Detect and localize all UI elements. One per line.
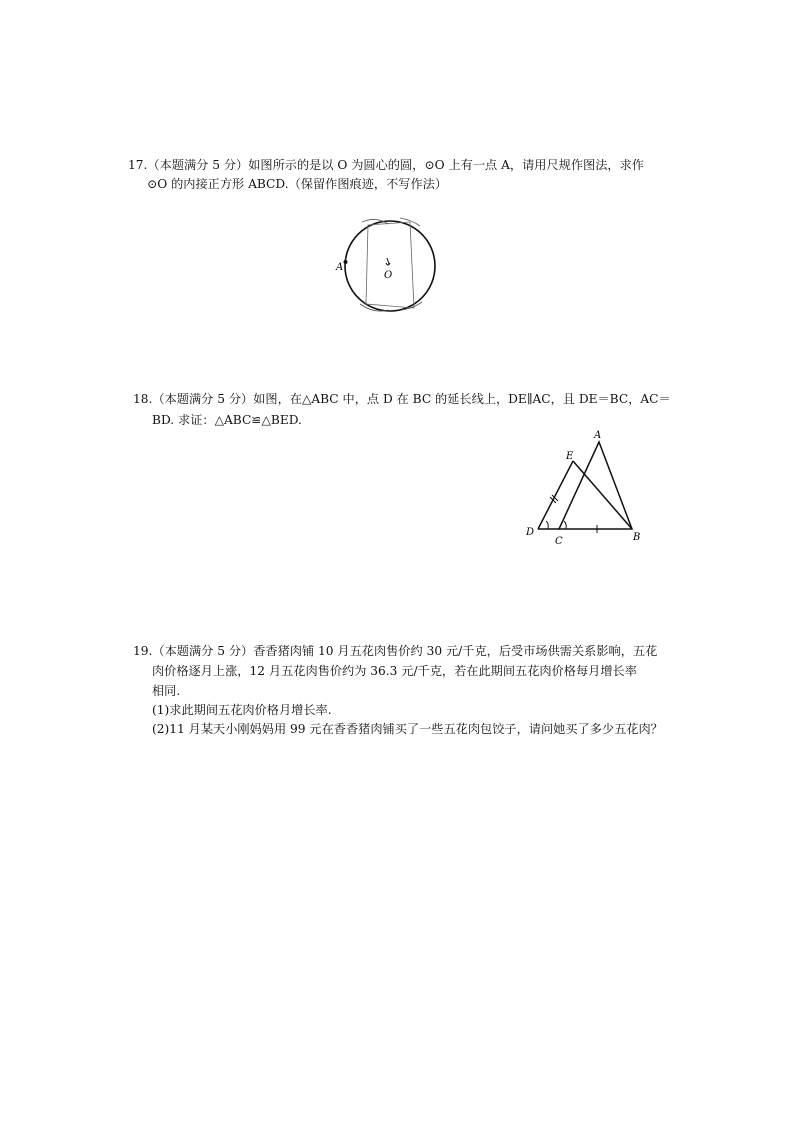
problem-18-line-2: BD. 求证：△ABC≌△BED. <box>152 413 302 427</box>
problem-17-line-1: 17.（本题满分 5 分）如图所示的是以 O 为圆心的圆，⊙O 上有一点 A，请用尺规作图法，求作 <box>128 158 644 172</box>
label-b: B <box>633 532 641 543</box>
problem-18-line-1: 18.（本题满分 5 分）如图，在△ABC 中，点 D 在 BC 的延长线上，DE∥AC，且 DE＝BC，AC＝ <box>133 392 671 406</box>
label-a: A <box>336 262 344 273</box>
angle-mark-d <box>546 521 548 529</box>
problem-19-line-1: 19.（本题满分 5 分）香香猪肉铺 10 月五花肉售价约 30 元/千克，后受市场供需关系影响，五花 <box>133 644 658 658</box>
center-mark <box>386 258 390 265</box>
segment-eb <box>573 461 632 529</box>
label-c: C <box>555 536 563 547</box>
label-o: O <box>384 270 393 281</box>
circle-o <box>345 221 435 311</box>
construction-square <box>366 222 414 308</box>
label-d: D <box>526 527 535 538</box>
problem-19-sub-2: (2)11 月某天小刚妈妈用 99 元在香香猪肉铺买了一些五花肉包饺子，请问她买了多少五花肉？ <box>152 722 663 736</box>
point-a <box>344 260 348 264</box>
problem-19-sub-1: (1)求此期间五花肉价格月增长率. <box>152 703 332 717</box>
problem-19-line-3: 相同. <box>152 684 181 698</box>
circle-figure <box>330 210 450 320</box>
label-e: E <box>566 451 574 462</box>
angle-mark-c <box>564 521 566 529</box>
segment-de <box>538 461 573 529</box>
triangle-figure <box>520 425 650 550</box>
problem-19-line-2: 肉价格逐月上涨，12 月五花肉售价约为 36.3 元/千克，若在此期间五花肉价格每月增长率 <box>152 664 637 678</box>
problem-17-line-2: ⊙O 的内接正方形 ABCD.（保留作图痕迹，不写作法） <box>147 177 448 191</box>
label-a: A <box>594 430 602 441</box>
